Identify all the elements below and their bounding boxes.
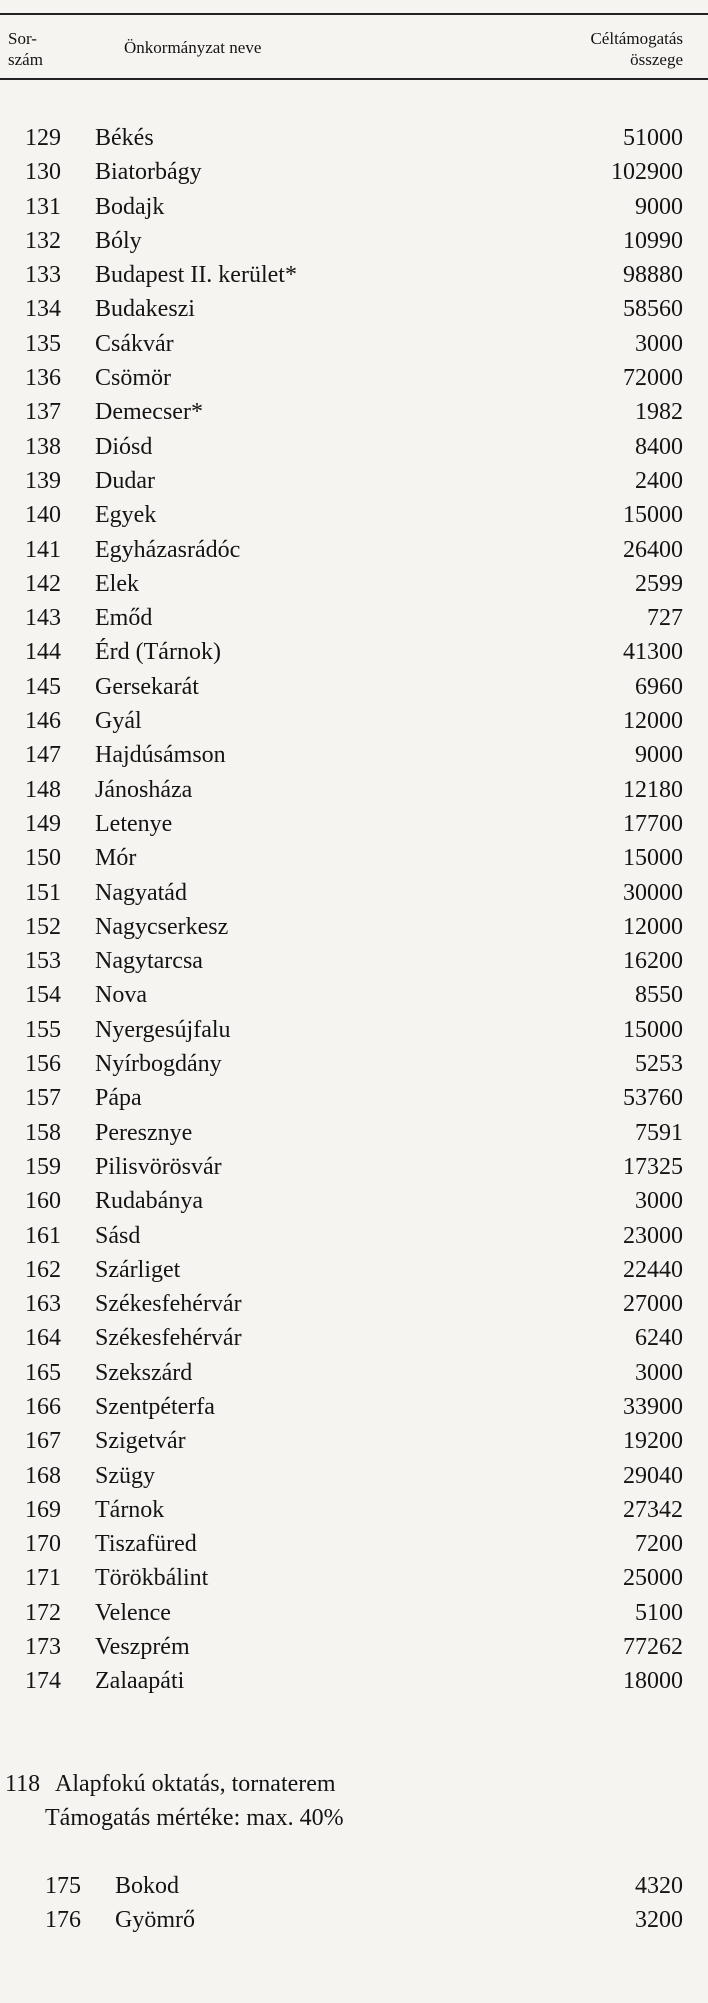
- municipality-name: Nyírbogdány: [95, 1051, 222, 1078]
- municipality-name: Egyházasrádóc: [95, 536, 241, 563]
- grant-amount: 22440: [623, 1256, 683, 1283]
- row-number: 171: [25, 1565, 61, 1592]
- table-row: [0, 224, 708, 258]
- grant-amount: 7200: [635, 1531, 683, 1558]
- table-row: [0, 327, 708, 361]
- grant-amount: 30000: [623, 879, 683, 906]
- table-row: [0, 1596, 708, 1630]
- municipality-name: Peresznye: [95, 1119, 193, 1146]
- grant-amount: 3000: [635, 330, 683, 357]
- grant-amount: 102900: [611, 159, 683, 186]
- grant-amount: 41300: [623, 639, 683, 666]
- table-row: [0, 430, 708, 464]
- row-number: 175: [45, 1873, 81, 1899]
- table-row: [0, 292, 708, 326]
- table-row: [0, 155, 708, 189]
- row-number: 150: [25, 845, 61, 872]
- section-title: Alapfokú oktatás, tornaterem: [55, 1771, 336, 1797]
- municipality-name: Nova: [95, 982, 147, 1009]
- table-row: [0, 1287, 708, 1321]
- grant-amount: 29040: [623, 1462, 683, 1489]
- municipality-name: Gyömrő: [115, 1907, 195, 1934]
- grant-amount: 53760: [623, 1085, 683, 1112]
- grant-amount: 51000: [623, 125, 683, 151]
- row-number: 141: [25, 536, 61, 563]
- table-row: [0, 841, 708, 875]
- row-number: 136: [25, 365, 61, 392]
- table-row: [0, 567, 708, 601]
- row-number: 165: [25, 1359, 61, 1386]
- municipality-name: Gyál: [95, 708, 142, 735]
- table-body: [0, 121, 708, 1699]
- row-number: 156: [25, 1051, 61, 1078]
- row-number: 170: [25, 1531, 61, 1558]
- grant-amount: 77262: [623, 1634, 683, 1661]
- row-number: 132: [25, 227, 61, 254]
- table-row: [0, 1493, 708, 1527]
- table-row: [0, 1390, 708, 1424]
- table-row: [0, 1527, 708, 1561]
- column-header-number: [8, 28, 43, 70]
- row-number: 164: [25, 1325, 61, 1352]
- municipality-name: Székesfehérvár: [95, 1291, 242, 1318]
- grant-amount: 727: [647, 605, 683, 632]
- grant-amount: 2599: [635, 570, 683, 597]
- row-number: 168: [25, 1462, 61, 1489]
- row-number: 174: [25, 1668, 61, 1695]
- row-number: 129: [25, 125, 61, 151]
- grant-amount: 7591: [635, 1119, 683, 1146]
- table-row: [0, 1116, 708, 1150]
- row-number: 143: [25, 605, 61, 632]
- municipality-name: Diósd: [95, 433, 153, 460]
- municipality-name: Budakeszi: [95, 296, 195, 323]
- grant-amount: 17325: [623, 1153, 683, 1180]
- municipality-name: Zalaapáti: [95, 1668, 185, 1695]
- row-number: 160: [25, 1188, 61, 1215]
- municipality-name: Szentpéterfa: [95, 1393, 215, 1420]
- row-number: 163: [25, 1291, 61, 1318]
- column-header-number-line2: szám: [8, 50, 43, 69]
- grant-amount: 8400: [635, 433, 683, 460]
- municipality-name: Hajdúsámson: [95, 742, 226, 769]
- table-row: [0, 1356, 708, 1390]
- table-row: [0, 635, 708, 669]
- grant-amount: 3000: [635, 1188, 683, 1215]
- municipality-name: Nagycserkesz: [95, 913, 229, 940]
- table-row: [0, 704, 708, 738]
- grant-amount: 18000: [623, 1668, 683, 1695]
- table-row: [0, 464, 708, 498]
- row-number: 146: [25, 708, 61, 735]
- table-row: [0, 121, 708, 155]
- table-row: [0, 1047, 708, 1081]
- municipality-name: Velence: [95, 1599, 171, 1626]
- table-row: [0, 601, 708, 635]
- grant-amount: 98880: [623, 262, 683, 289]
- grant-amount: 15000: [623, 1016, 683, 1043]
- municipality-name: Dudar: [95, 467, 155, 494]
- section-number: 118: [5, 1771, 41, 1797]
- row-number: 158: [25, 1119, 61, 1146]
- row-number: 157: [25, 1085, 61, 1112]
- grant-amount: 5100: [635, 1599, 683, 1626]
- table-row: [0, 395, 708, 429]
- table-top-rule: [0, 13, 708, 15]
- municipality-name: Szigetvár: [95, 1428, 186, 1455]
- column-header-amount-line1: Céltámogatás: [590, 29, 683, 48]
- municipality-name: Pilisvörösvár: [95, 1153, 222, 1180]
- grant-amount: 3200: [635, 1907, 683, 1934]
- grant-amount: 72000: [623, 365, 683, 392]
- row-number: 151: [25, 879, 61, 906]
- grant-amount: 23000: [623, 1222, 683, 1249]
- municipality-name: Székesfehérvár: [95, 1325, 242, 1352]
- table-row: [0, 910, 708, 944]
- table-row: [0, 1561, 708, 1595]
- table-row: [0, 1424, 708, 1458]
- column-header-amount: [590, 28, 683, 70]
- grant-amount: 19200: [623, 1428, 683, 1455]
- table-row: [0, 1219, 708, 1253]
- grant-amount: 26400: [623, 536, 683, 563]
- grant-amount: 10990: [623, 227, 683, 254]
- row-number: 145: [25, 673, 61, 700]
- column-header-amount-line2: összege: [630, 50, 683, 69]
- municipality-name: Bokod: [115, 1873, 180, 1899]
- row-number: 161: [25, 1222, 61, 1249]
- grant-amount: 6960: [635, 673, 683, 700]
- table-row: [0, 258, 708, 292]
- table-row: [0, 807, 708, 841]
- municipality-name: Budapest II. kerület*: [95, 262, 297, 289]
- table-row: [0, 1081, 708, 1115]
- table-row: [0, 1903, 708, 1937]
- grant-amount: 6240: [635, 1325, 683, 1352]
- municipality-name: Letenye: [95, 810, 173, 837]
- table-row: [0, 533, 708, 567]
- grant-amount: 2400: [635, 467, 683, 494]
- grant-amount: 4320: [635, 1873, 683, 1899]
- table-row: [0, 738, 708, 772]
- municipality-name: Nagyatád: [95, 879, 187, 906]
- municipality-name: Békés: [95, 125, 154, 151]
- row-number: 159: [25, 1153, 61, 1180]
- table-body-section: [0, 1869, 708, 1938]
- municipality-name: Sásd: [95, 1222, 141, 1249]
- row-number: 135: [25, 330, 61, 357]
- municipality-name: Jánosháza: [95, 776, 193, 803]
- table-row: [0, 773, 708, 807]
- row-number: 148: [25, 776, 61, 803]
- grant-amount: 5253: [635, 1051, 683, 1078]
- table-row: [0, 1869, 708, 1903]
- table-row: [0, 1013, 708, 1047]
- grant-amount: 27000: [623, 1291, 683, 1318]
- municipality-name: Bóly: [95, 227, 142, 254]
- municipality-name: Gersekarát: [95, 673, 199, 700]
- row-number: 172: [25, 1599, 61, 1626]
- grant-amount: 1982: [635, 399, 683, 426]
- grant-amount: 3000: [635, 1359, 683, 1386]
- grant-amount: 9000: [635, 742, 683, 769]
- row-number: 152: [25, 913, 61, 940]
- table-row: [0, 1664, 708, 1698]
- grant-amount: 16200: [623, 948, 683, 975]
- municipality-name: Pápa: [95, 1085, 142, 1112]
- row-number: 139: [25, 467, 61, 494]
- row-number: 153: [25, 948, 61, 975]
- table-row: [0, 1150, 708, 1184]
- municipality-name: Csákvár: [95, 330, 174, 357]
- municipality-name: Érd (Tárnok): [95, 639, 221, 666]
- row-number: 155: [25, 1016, 61, 1043]
- table-row: [0, 1321, 708, 1355]
- row-number: 173: [25, 1634, 61, 1661]
- grant-amount: 33900: [623, 1393, 683, 1420]
- table-row: [0, 1630, 708, 1664]
- row-number: 176: [45, 1907, 81, 1934]
- row-number: 142: [25, 570, 61, 597]
- row-number: 138: [25, 433, 61, 460]
- row-number: 144: [25, 639, 61, 666]
- row-number: 149: [25, 810, 61, 837]
- grant-amount: 8550: [635, 982, 683, 1009]
- row-number: 167: [25, 1428, 61, 1455]
- row-number: 166: [25, 1393, 61, 1420]
- grant-amount: 58560: [623, 296, 683, 323]
- row-number: 147: [25, 742, 61, 769]
- municipality-name: Egyek: [95, 502, 157, 529]
- grant-amount: 12000: [623, 708, 683, 735]
- table-row: [0, 876, 708, 910]
- municipality-name: Tiszafüred: [95, 1531, 197, 1558]
- municipality-name: Törökbálint: [95, 1565, 209, 1592]
- municipality-name: Demecser*: [95, 399, 203, 426]
- row-number: 162: [25, 1256, 61, 1283]
- section-subtitle: Támogatás mértéke: max. 40%: [45, 1805, 344, 1831]
- table-row: [0, 498, 708, 532]
- row-number: 130: [25, 159, 61, 186]
- grant-amount: 12000: [623, 913, 683, 940]
- municipality-name: Emőd: [95, 605, 153, 632]
- municipality-name: Tárnok: [95, 1496, 165, 1523]
- grant-amount: 17700: [623, 810, 683, 837]
- municipality-name: Szügy: [95, 1462, 155, 1489]
- row-number: 137: [25, 399, 61, 426]
- table-row: [0, 1459, 708, 1493]
- municipality-name: Biatorbágy: [95, 159, 202, 186]
- table-row: [0, 1184, 708, 1218]
- table-row: [0, 670, 708, 704]
- grant-amount: 12180: [623, 776, 683, 803]
- column-header-name: Önkormányzat neve: [124, 38, 262, 57]
- municipality-name: Szárliget: [95, 1256, 181, 1283]
- row-number: 133: [25, 262, 61, 289]
- row-number: 134: [25, 296, 61, 323]
- row-number: 140: [25, 502, 61, 529]
- table-row: [0, 190, 708, 224]
- table-row: [0, 978, 708, 1012]
- municipality-name: Szekszárd: [95, 1359, 193, 1386]
- grant-amount: 15000: [623, 845, 683, 872]
- municipality-name: Nagytarcsa: [95, 948, 203, 975]
- row-number: 131: [25, 193, 61, 220]
- table-row: [0, 361, 708, 395]
- table-row: [0, 1253, 708, 1287]
- municipality-name: Bodajk: [95, 193, 165, 220]
- municipality-name: Veszprém: [95, 1634, 190, 1661]
- municipality-name: Mór: [95, 845, 137, 872]
- grant-amount: 25000: [623, 1565, 683, 1592]
- grant-amount: 15000: [623, 502, 683, 529]
- municipality-name: Csömör: [95, 365, 172, 392]
- column-header-number-line1: Sor-: [8, 29, 37, 48]
- grant-amount: 9000: [635, 193, 683, 220]
- municipality-name: Nyergesújfalu: [95, 1016, 231, 1043]
- row-number: 169: [25, 1496, 61, 1523]
- row-number: 154: [25, 982, 61, 1009]
- grant-amount: 27342: [623, 1496, 683, 1523]
- municipality-name: Rudabánya: [95, 1188, 203, 1215]
- table-row: [0, 944, 708, 978]
- municipality-name: Elek: [95, 570, 139, 597]
- table-header-rule: [0, 78, 708, 80]
